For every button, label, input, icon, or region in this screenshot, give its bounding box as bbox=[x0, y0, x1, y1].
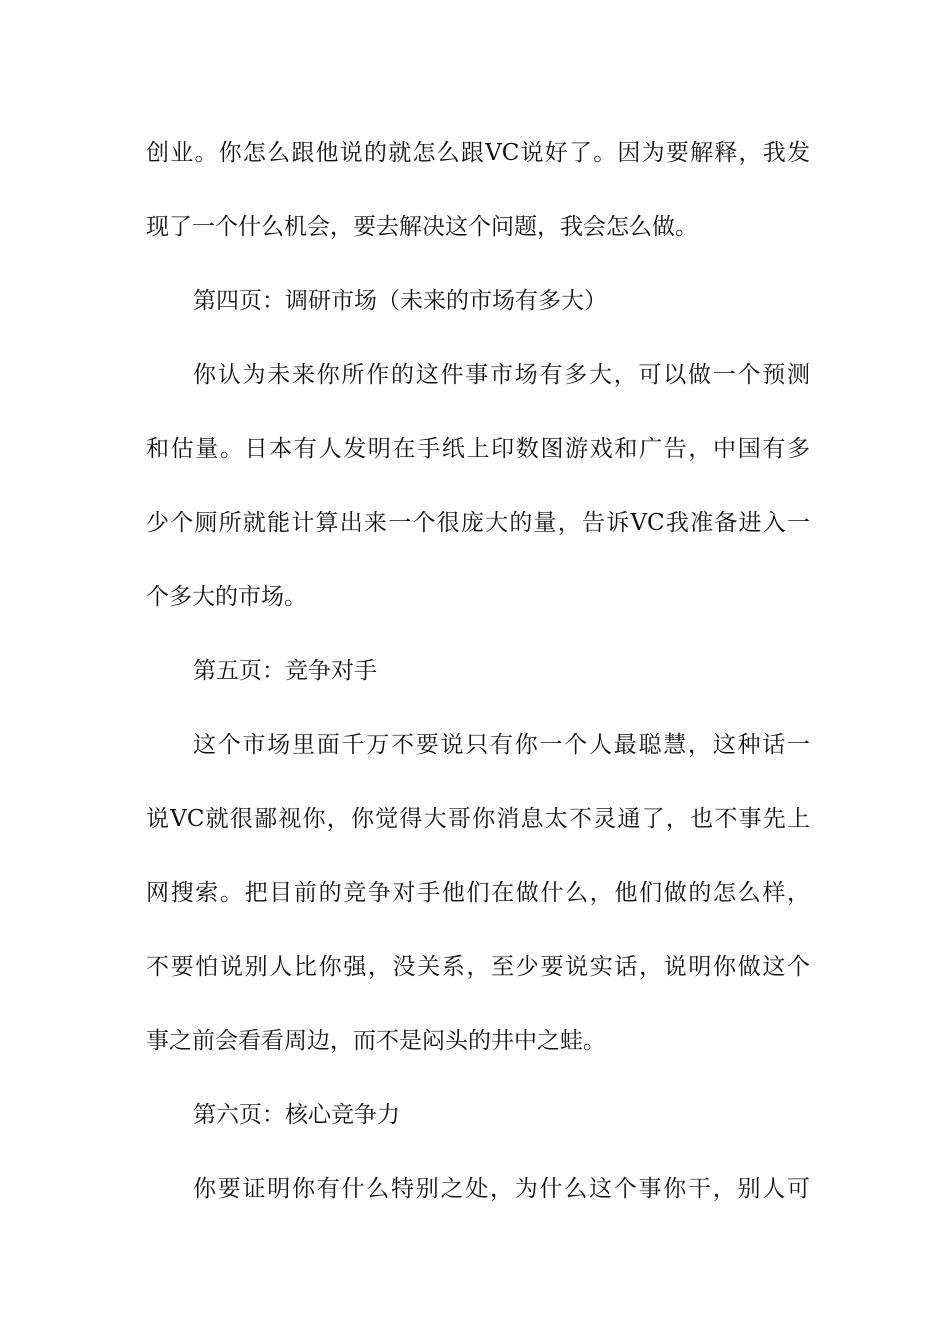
paragraph-line: 说VC就很鄙视你，你觉得大哥你消息太不灵通了，也不事先上 bbox=[146, 806, 810, 832]
paragraph-line: 网搜索。把目前的竞争对手他们在做什么，他们做的怎么样， bbox=[146, 880, 810, 906]
paragraph-line: 不要怕说别人比你强，没关系，至少要说实话，说明你做这个 bbox=[146, 954, 810, 980]
paragraph-line: 创业。你怎么跟他说的就怎么跟VC说好了。因为要解释，我发 bbox=[146, 140, 810, 166]
paragraph-line: 你认为未来你所作的这件事市场有多大，可以做一个预测 bbox=[193, 362, 810, 388]
section-heading-page-four: 第四页：调研市场（未来的市场有多大） bbox=[193, 288, 607, 314]
section-heading-page-five: 第五页：竞争对手 bbox=[193, 658, 377, 684]
paragraph-line: 和估量。日本有人发明在手纸上印数图游戏和广告，中国有多 bbox=[146, 436, 810, 462]
paragraph-line: 现了一个什么机会，要去解决这个问题，我会怎么做。 bbox=[146, 214, 698, 240]
paragraph-line: 少个厕所就能计算出来一个很庞大的量，告诉VC我准备进入一 bbox=[146, 510, 810, 536]
paragraph-line: 事之前会看看周边，而不是闷头的井中之蛙。 bbox=[146, 1028, 606, 1054]
paragraph-line: 个多大的市场。 bbox=[146, 584, 307, 610]
paragraph-line: 你要证明你有什么特别之处，为什么这个事你干，别人可 bbox=[193, 1176, 810, 1202]
paragraph-line: 这个市场里面千万不要说只有你一个人最聪慧，这种话一 bbox=[193, 732, 810, 758]
section-heading-page-six: 第六页：核心竞争力 bbox=[193, 1102, 400, 1128]
